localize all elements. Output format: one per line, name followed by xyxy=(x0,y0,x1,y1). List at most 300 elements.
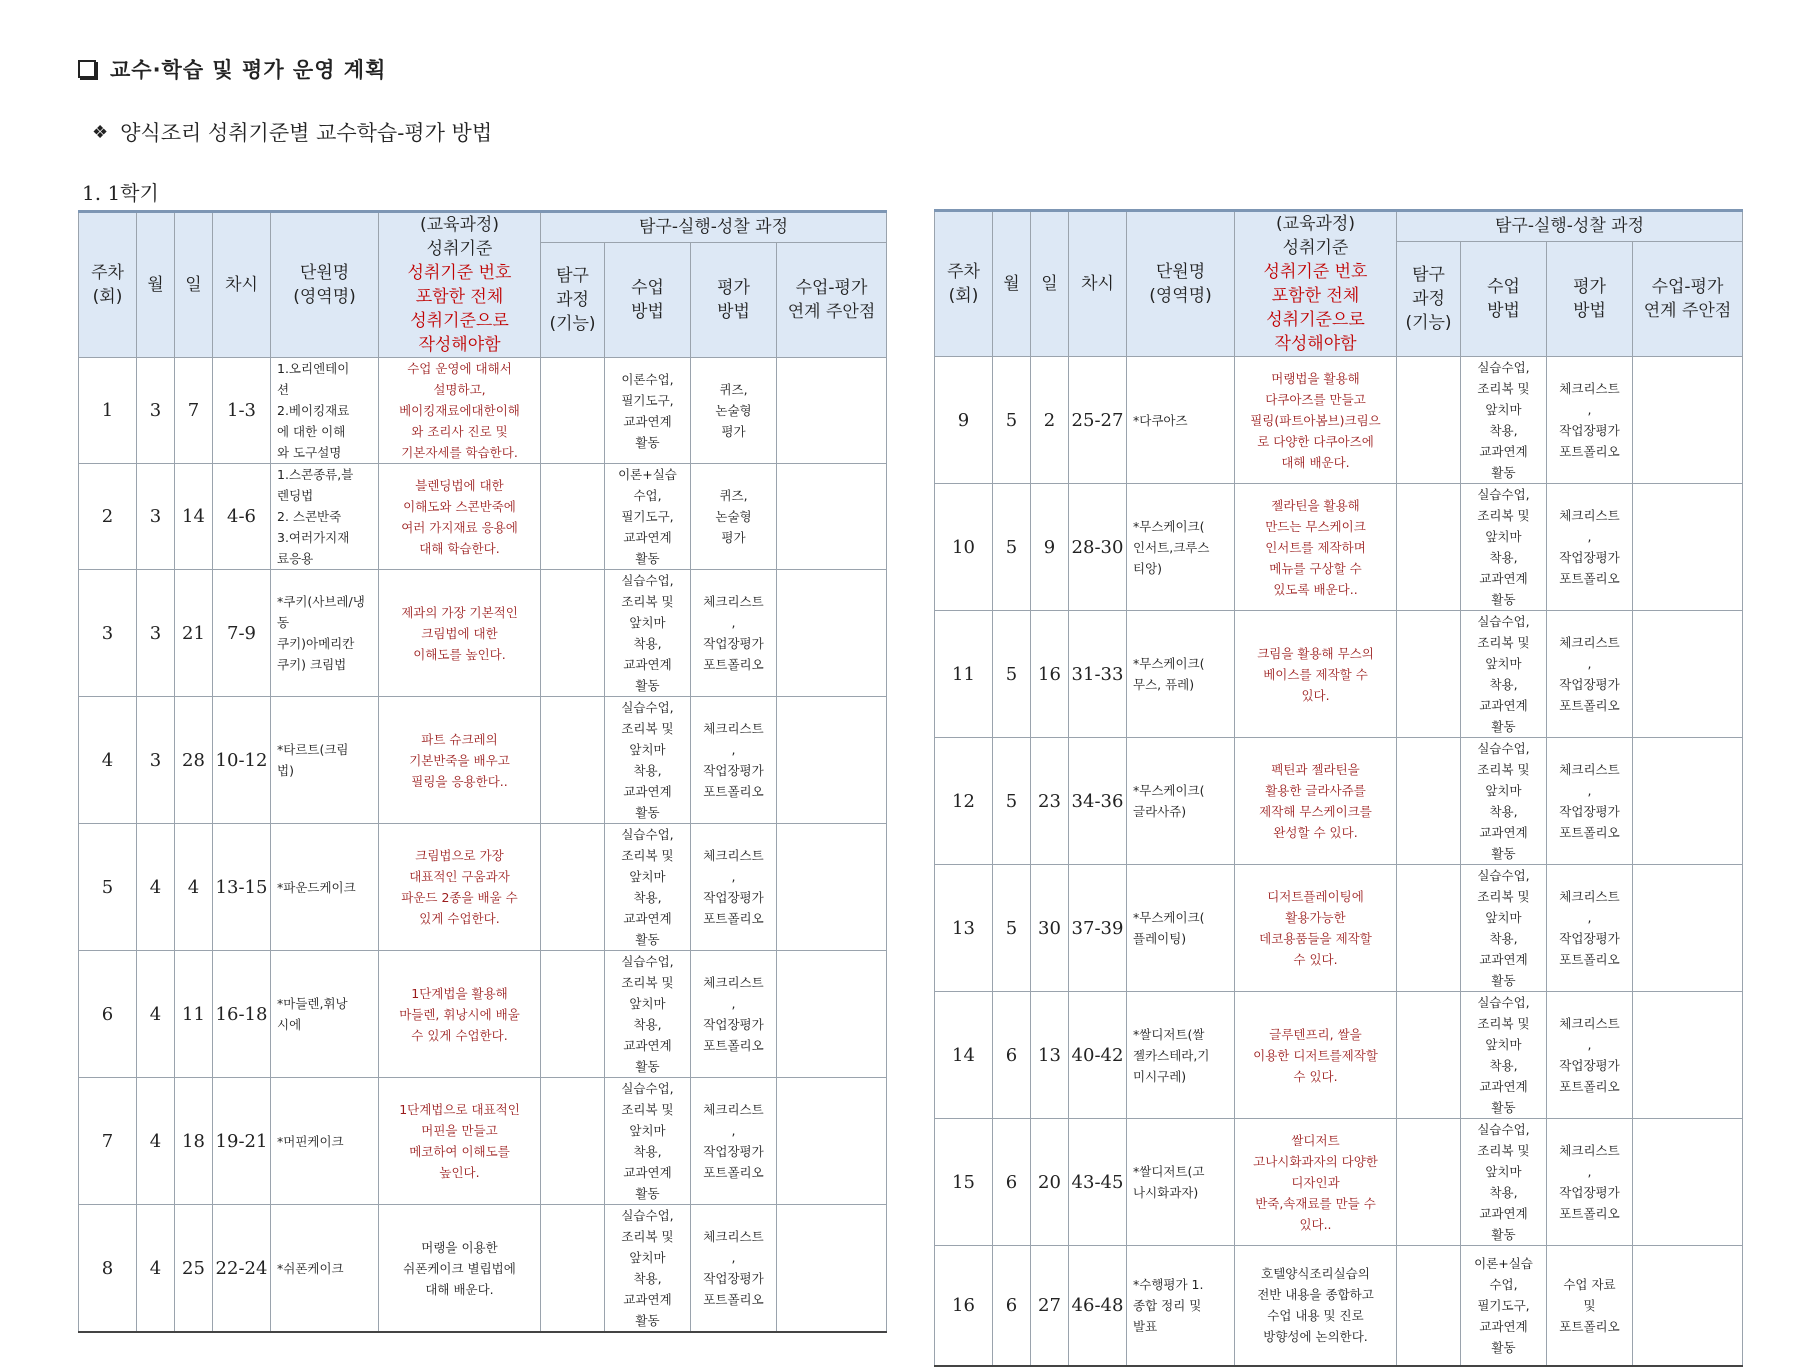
text-line: 있도록 배운다.. xyxy=(1273,581,1358,597)
text-line: 있다.. xyxy=(1299,1216,1332,1232)
text-line: 방향성에 논의한다. xyxy=(1263,1329,1368,1345)
subheading xyxy=(92,117,492,147)
header-eval xyxy=(1547,241,1633,356)
table-row xyxy=(79,464,887,570)
text-line: 탐구 xyxy=(1412,264,1445,285)
header-month: 월 xyxy=(137,212,175,358)
text-line: 높인다. xyxy=(439,1165,480,1180)
text-line: 착용, xyxy=(1489,550,1518,565)
text-line: 및 xyxy=(1583,1297,1596,1313)
cell-day: 30 xyxy=(1031,865,1069,992)
text-line: 마들렌, 휘낭시에 배울 xyxy=(399,1006,520,1022)
cell-unit xyxy=(1127,738,1235,865)
text-line: 수업 xyxy=(631,277,664,298)
text-line: *쌀디저트(쌀 xyxy=(1133,1026,1205,1042)
header-week xyxy=(79,212,137,358)
cell-method xyxy=(605,951,691,1078)
cell-period: 34-36 xyxy=(1069,738,1127,865)
header-eval xyxy=(691,242,777,357)
cell-inquiry xyxy=(1397,357,1461,484)
text-line: 쌀디저트 xyxy=(1291,1132,1340,1148)
text-line: , xyxy=(1587,402,1592,417)
table-row xyxy=(935,1119,1743,1246)
text-line: (기능) xyxy=(549,313,596,334)
text-line: 머랭법을 활용해 xyxy=(1271,370,1360,386)
text-line: 과정 xyxy=(1412,288,1445,309)
text-line: 포트폴리오 xyxy=(1559,1206,1620,1221)
text-line: 착용, xyxy=(633,1271,662,1286)
text-line: 펙틴과 젤라틴을 xyxy=(1271,762,1360,777)
cell-unit xyxy=(1127,1246,1235,1366)
cell-day: 20 xyxy=(1031,1119,1069,1246)
text-line: 메뉴를 구상할 수 xyxy=(1269,560,1362,576)
text-line: 착용, xyxy=(1489,931,1518,946)
text-line: 포트폴리오 xyxy=(1559,698,1620,713)
text-line: 실습수업, xyxy=(621,700,674,715)
text-line: 앞치마 xyxy=(1485,783,1522,798)
cell-week: 6 xyxy=(79,951,137,1078)
text-line: 교과연계 xyxy=(1479,1206,1528,1221)
text-line: 방법 xyxy=(717,301,750,322)
text-line: 앞치마 xyxy=(1485,1037,1522,1052)
text-line: *다쿠아즈 xyxy=(1133,412,1188,428)
text-line: 방법 xyxy=(1487,300,1520,321)
text-line: 크림법에 대한 xyxy=(421,625,498,641)
text-line: 포트폴리오 xyxy=(1559,1318,1620,1334)
cell-unit xyxy=(271,951,379,1078)
cell-standard xyxy=(1235,357,1397,484)
text-line: 연계 주안점 xyxy=(787,301,876,322)
cell-week: 12 xyxy=(935,738,993,865)
text-line: 필기도구, xyxy=(621,392,674,408)
text-line: 실습수업, xyxy=(621,573,674,588)
text-line: 교과연계 xyxy=(1479,952,1528,967)
text-line: 작업장평가 xyxy=(1559,677,1620,692)
cell-day: 9 xyxy=(1031,484,1069,611)
text-line: 조리복 및 xyxy=(1477,1016,1530,1031)
text-line: 만드는 무스케이크 xyxy=(1265,518,1366,534)
text-line: 로 다양한 다쿠아즈에 xyxy=(1257,433,1374,449)
text-line: 활동 xyxy=(635,1059,660,1074)
cell-month: 3 xyxy=(137,464,175,570)
header-day: 일 xyxy=(1031,211,1069,357)
text-line: 체크리스트 xyxy=(703,721,764,736)
cell-period: 28-30 xyxy=(1069,484,1127,611)
cell-link xyxy=(777,951,887,1078)
text-line: 활동 xyxy=(635,932,660,947)
text-line: 연계 주안점 xyxy=(1643,300,1732,321)
cell-month: 6 xyxy=(993,1119,1031,1246)
cell-week: 5 xyxy=(79,824,137,951)
text-line: 디저트플레이팅에 xyxy=(1267,889,1364,904)
text-line: 이해도와 스콘반죽에 xyxy=(403,498,516,514)
text-line: 조리복 및 xyxy=(621,721,674,736)
cell-eval xyxy=(691,1078,777,1205)
text-line: 수업-평가 xyxy=(1651,276,1724,297)
text-line: 쉬폰케이크 별립법에 xyxy=(403,1260,516,1276)
text-line: 머핀을 만들고 xyxy=(421,1123,498,1138)
text-line: 수업 운영에 대해서 xyxy=(407,361,512,376)
text-line: 수업 내용 및 진로 xyxy=(1267,1308,1364,1324)
cell-day: 2 xyxy=(1031,357,1069,484)
cell-inquiry xyxy=(541,1078,605,1205)
table-row xyxy=(935,484,1743,611)
text-line: 활동 xyxy=(1491,1100,1516,1115)
cell-month: 5 xyxy=(993,484,1031,611)
text-line: 있게 수업한다. xyxy=(419,911,500,926)
cell-eval xyxy=(691,1205,777,1333)
text-line: 활동 xyxy=(1491,719,1516,734)
cell-link xyxy=(777,824,887,951)
text-line: 활동 xyxy=(1491,592,1516,607)
plan-table-left xyxy=(78,210,887,1333)
text-line: 필링(파트아봄브)크림으 xyxy=(1250,412,1381,428)
text-line: 앞치마 xyxy=(1485,1164,1522,1179)
text-line: 와 조리사 진로 및 xyxy=(411,424,508,439)
text-line: 플레이팅) xyxy=(1133,931,1187,946)
text-line: *마들렌,휘낭 xyxy=(277,996,348,1011)
text-line: 교과연계 xyxy=(623,784,672,799)
text-line: 쿠키) 크림법 xyxy=(277,657,347,672)
cell-link xyxy=(777,464,887,570)
text-line: 대해 학습한다. xyxy=(419,540,500,556)
cell-method xyxy=(1461,357,1547,484)
text-line: 교과연계 xyxy=(623,530,672,545)
text-line: 수업-평가 xyxy=(795,277,868,298)
header-link xyxy=(1633,241,1743,356)
cell-month: 5 xyxy=(993,738,1031,865)
text-line: 파운드 2종을 배울 수 xyxy=(401,890,518,905)
text-line: 조리복 및 xyxy=(621,975,674,990)
text-line: 1단계법으로 대표적인 xyxy=(399,1102,520,1117)
text-line: 체크리스트 xyxy=(703,848,764,863)
text-line: 반죽,속재료를 만들 수 xyxy=(1255,1195,1376,1211)
cell-day: 18 xyxy=(175,1078,213,1205)
cell-week: 16 xyxy=(935,1246,993,1366)
table-row xyxy=(79,1205,887,1333)
cell-period: 16-18 xyxy=(213,951,271,1078)
cell-link xyxy=(777,1078,887,1205)
cell-link xyxy=(1633,1246,1743,1366)
table-row xyxy=(79,951,887,1078)
text-line: 포함한 전체 xyxy=(415,287,504,307)
cell-method xyxy=(605,570,691,697)
cell-eval xyxy=(1547,865,1633,992)
cell-link xyxy=(1633,357,1743,484)
text-line: 활동 xyxy=(1491,846,1516,861)
text-line: 활동 xyxy=(635,1186,660,1201)
text-line: , xyxy=(1587,529,1592,544)
cell-link xyxy=(777,697,887,824)
cell-day: 27 xyxy=(1031,1246,1069,1366)
text-line: 글루텐프리, 쌀을 xyxy=(1269,1026,1362,1042)
cell-month: 4 xyxy=(137,951,175,1078)
text-line: 션 xyxy=(277,382,290,397)
text-line: 대해 배운다. xyxy=(425,1281,494,1297)
text-line: 교과연계 xyxy=(623,413,672,429)
text-line: 착용, xyxy=(1489,677,1518,692)
text-line: 체크리스트 xyxy=(703,1102,764,1117)
text-line: 포트폴리오 xyxy=(1559,825,1620,840)
text-line: 착용, xyxy=(633,890,662,905)
text-line: 평가 xyxy=(717,277,750,298)
cell-link xyxy=(1633,611,1743,738)
text-line: 기본반죽을 배우고 xyxy=(409,752,510,768)
text-line: , xyxy=(1587,783,1592,798)
cell-link xyxy=(777,358,887,464)
table-row xyxy=(79,358,887,464)
cell-month: 3 xyxy=(137,358,175,464)
cell-eval xyxy=(1547,1119,1633,1246)
header-unit xyxy=(1127,211,1235,357)
cell-standard xyxy=(379,951,541,1078)
text-line: , xyxy=(731,1123,736,1138)
diamond-bullet-icon: ❖ xyxy=(92,121,109,143)
text-line: 포트폴리오 xyxy=(703,1165,764,1180)
text-line: *쿠키(사브레/냉동 xyxy=(277,594,365,630)
text-line: 실습수업, xyxy=(1477,995,1530,1010)
text-line: 조리복 및 xyxy=(1477,889,1530,904)
text-line: 교과연계 xyxy=(1479,1318,1528,1334)
text-line: 실습수업, xyxy=(1477,868,1530,883)
text-line: 여러 가지재료 응용에 xyxy=(401,519,518,535)
text-line: 교과연계 xyxy=(1479,571,1528,586)
text-line: 조리복 및 xyxy=(1477,762,1530,777)
text-line: 작업장평가 xyxy=(703,636,764,651)
cell-standard xyxy=(1235,1119,1397,1246)
cell-period: 13-15 xyxy=(213,824,271,951)
text-line: *무스케이크( xyxy=(1133,910,1205,925)
text-line: 주차 xyxy=(947,262,980,282)
cell-month: 3 xyxy=(137,697,175,824)
text-line: 고나시화과자의 다양한 xyxy=(1253,1153,1378,1169)
text-line: 활동 xyxy=(635,678,660,693)
text-line: 인서트,크루스 xyxy=(1133,539,1210,555)
cell-day: 25 xyxy=(175,1205,213,1333)
text-line: 크림법으로 가장 xyxy=(415,848,504,863)
text-line: 수업, xyxy=(1489,1276,1518,1292)
text-line: 착용, xyxy=(633,636,662,651)
plan-table-right xyxy=(934,209,1743,1367)
text-line: 포트폴리오 xyxy=(1559,952,1620,967)
text-line: 활동 xyxy=(1491,1227,1516,1242)
cell-inquiry xyxy=(1397,1246,1461,1366)
text-line: 쿠키)아메리칸 xyxy=(277,636,355,651)
text-line: 체크리스트 xyxy=(1559,762,1620,777)
text-line: *쌀디저트(고 xyxy=(1133,1164,1205,1179)
text-line: (기능) xyxy=(1405,312,1452,333)
text-line: *무스케이크( xyxy=(1133,518,1205,534)
text-line: 필기도구, xyxy=(621,509,674,524)
text-line: 실습수업, xyxy=(621,954,674,969)
cell-method xyxy=(1461,738,1547,865)
text-line: 활용가능한 xyxy=(1285,910,1346,925)
cell-week: 8 xyxy=(79,1205,137,1333)
text-line: 조리복 및 xyxy=(1477,1143,1530,1158)
cell-period: 25-27 xyxy=(1069,357,1127,484)
text-line: , xyxy=(1587,1037,1592,1052)
cell-unit xyxy=(271,1205,379,1333)
text-line: 발표 xyxy=(1133,1318,1158,1334)
cell-period: 10-12 xyxy=(213,697,271,824)
cell-week: 1 xyxy=(79,358,137,464)
cell-unit xyxy=(1127,357,1235,484)
cell-day: 28 xyxy=(175,697,213,824)
text-line: 글라사쥬) xyxy=(1133,804,1187,819)
text-line: 포트폴리오 xyxy=(1559,444,1620,459)
cell-method xyxy=(1461,1246,1547,1366)
text-line: 활동 xyxy=(635,551,660,566)
text-line: 착용, xyxy=(633,763,662,778)
cell-period: 46-48 xyxy=(1069,1246,1127,1366)
text-line: 필기도구, xyxy=(1477,1297,1530,1313)
cell-inquiry xyxy=(541,1205,605,1333)
text-line: , xyxy=(1587,910,1592,925)
header-month: 월 xyxy=(993,211,1031,357)
text-line: *무스케이크( xyxy=(1133,656,1205,671)
text-line: , xyxy=(731,615,736,630)
cell-method xyxy=(1461,484,1547,611)
cell-method xyxy=(1461,611,1547,738)
text-line: 수 있다. xyxy=(1293,952,1338,967)
text-line: (교육과정) xyxy=(1276,214,1355,234)
text-line: , xyxy=(1587,656,1592,671)
text-line: *타르트(크림 xyxy=(277,742,349,757)
cell-month: 3 xyxy=(137,570,175,697)
cell-method xyxy=(1461,865,1547,992)
header-standard xyxy=(1235,211,1397,357)
text-line: 평가 xyxy=(721,424,746,439)
text-line: 작업장평가 xyxy=(703,1144,764,1159)
cell-eval xyxy=(1547,1246,1633,1366)
cell-month: 4 xyxy=(137,1205,175,1333)
cell-method xyxy=(605,1078,691,1205)
text-line: 이론수업, xyxy=(621,371,674,387)
header-row xyxy=(79,212,887,243)
header-day: 일 xyxy=(175,212,213,358)
text-line: 인서트를 제작하며 xyxy=(1265,539,1366,555)
text-line: 실습수업, xyxy=(1477,360,1530,375)
text-line: 착용, xyxy=(1489,423,1518,438)
text-line: 다쿠아즈를 만들고 xyxy=(1265,391,1366,407)
text-line: 있다. xyxy=(1301,687,1330,703)
cell-period: 31-33 xyxy=(1069,611,1127,738)
text-line: 활용한 글라사쥬를 xyxy=(1265,783,1366,798)
text-line: 작성해야함 xyxy=(1274,334,1357,354)
table-row xyxy=(79,1078,887,1205)
text-line: 앞치마 xyxy=(1485,529,1522,544)
text-line: 성취기준으로 xyxy=(410,311,509,331)
text-line: 단원명 xyxy=(299,263,350,283)
text-line: 체크리스트 xyxy=(703,594,764,609)
cell-standard xyxy=(379,1205,541,1333)
text-line: (회) xyxy=(948,286,979,306)
text-line: *쉬폰케이크 xyxy=(277,1260,344,1276)
cell-week: 11 xyxy=(935,611,993,738)
text-line: 블렌딩법에 대한 xyxy=(415,477,504,493)
cell-period: 37-39 xyxy=(1069,865,1127,992)
text-line: 조리복 및 xyxy=(621,594,674,609)
cell-week: 4 xyxy=(79,697,137,824)
text-line: 무스, 퓨레) xyxy=(1133,677,1195,692)
cell-method xyxy=(605,824,691,951)
text-line: 방법 xyxy=(631,301,664,322)
text-line: 앞치마 xyxy=(629,1250,666,1265)
text-line: 포트폴리오 xyxy=(703,784,764,799)
text-line: 작업장평가 xyxy=(1559,1185,1620,1200)
text-line: 성취기준 xyxy=(426,239,493,259)
text-line: 체크리스트 xyxy=(703,1229,764,1244)
text-line: 젤카스테라,기 xyxy=(1133,1047,1210,1063)
text-line: 2. 스콘반죽 xyxy=(277,509,342,524)
cell-method xyxy=(605,697,691,824)
text-line: 작업장평가 xyxy=(1559,423,1620,438)
text-line: 수업, xyxy=(633,488,662,503)
text-line: 앞치마 xyxy=(629,1123,666,1138)
text-line: 이론+실습 xyxy=(618,467,677,482)
text-line: 이용한 디저트를제작할 xyxy=(1253,1047,1378,1063)
text-line: 체크리스트 xyxy=(1559,1143,1620,1158)
cell-method xyxy=(605,1205,691,1333)
table-row xyxy=(935,611,1743,738)
text-line: 활동 xyxy=(635,1313,660,1328)
cell-standard xyxy=(1235,738,1397,865)
text-line: 기본자세를 학습한다. xyxy=(401,445,518,460)
text-line: 조리복 및 xyxy=(621,848,674,863)
text-line: 1.스콘종류,블 xyxy=(277,467,354,482)
text-line: 작업장평가 xyxy=(1559,931,1620,946)
cell-inquiry xyxy=(541,570,605,697)
text-line: 활동 xyxy=(1491,465,1516,480)
text-line: 작업장평가 xyxy=(703,890,764,905)
cell-standard xyxy=(379,464,541,570)
text-line: 활동 xyxy=(635,434,660,450)
text-line: 체크리스트 xyxy=(1559,1016,1620,1031)
text-line: 전반 내용을 종합하고 xyxy=(1257,1287,1374,1303)
cell-inquiry xyxy=(541,824,605,951)
table-row xyxy=(79,697,887,824)
cell-day: 7 xyxy=(175,358,213,464)
text-line: 교과연계 xyxy=(623,1165,672,1180)
cell-eval xyxy=(1547,357,1633,484)
cell-day: 4 xyxy=(175,824,213,951)
cell-week: 7 xyxy=(79,1078,137,1205)
text-line: 실습수업, xyxy=(1477,741,1530,756)
cell-standard xyxy=(379,697,541,824)
text-line: 과정 xyxy=(556,289,589,310)
text-line: 작업장평가 xyxy=(703,1271,764,1286)
text-line: 실습수업, xyxy=(1477,487,1530,502)
text-line: 법) xyxy=(277,763,294,778)
cell-month: 5 xyxy=(993,865,1031,992)
cell-eval xyxy=(1547,484,1633,611)
text-line: 필링을 응용한다.. xyxy=(411,773,508,789)
text-line: , xyxy=(731,1250,736,1265)
cell-unit xyxy=(1127,1119,1235,1246)
cell-period: 7-9 xyxy=(213,570,271,697)
text-line: 작업장평가 xyxy=(703,763,764,778)
text-line: 성취기준 번호 xyxy=(1263,262,1368,282)
cell-standard xyxy=(1235,484,1397,611)
text-line: 이론+실습 xyxy=(1474,1255,1533,1271)
text-line: 3.여러가지재 xyxy=(277,530,350,545)
cell-eval xyxy=(691,824,777,951)
text-line: 료응용 xyxy=(277,551,314,566)
text-line: 조리복 및 xyxy=(621,1229,674,1244)
cell-link xyxy=(1633,738,1743,865)
cell-inquiry xyxy=(541,697,605,824)
cell-method xyxy=(1461,992,1547,1119)
